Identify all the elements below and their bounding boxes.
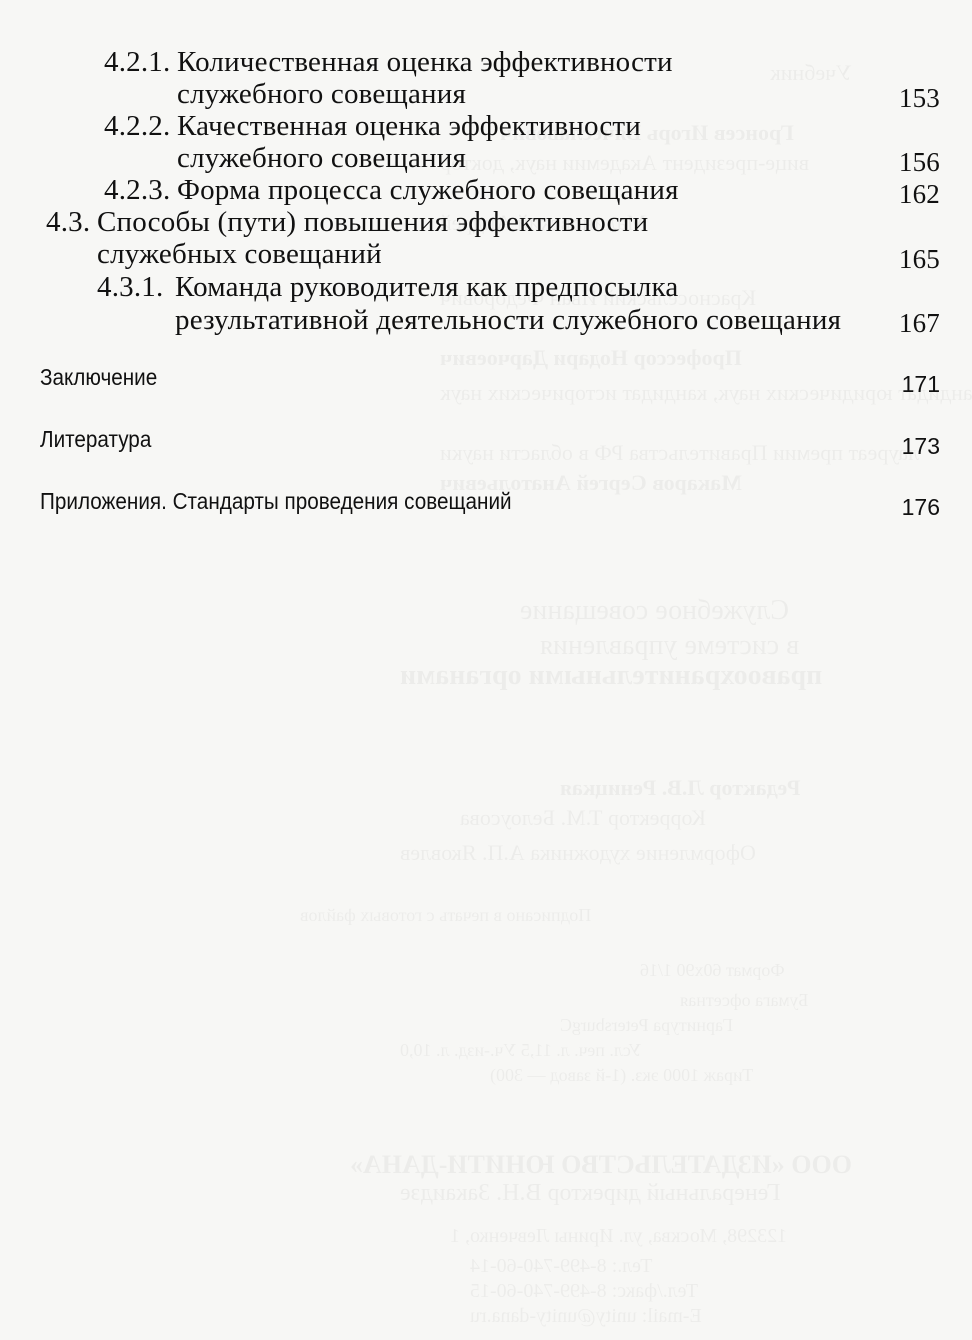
toc-entry-title-line: Способы (пути) повышения эффективности: [97, 206, 649, 238]
toc-entry-page: 167: [898, 308, 940, 338]
toc-entry-number: 4.2.2.: [104, 110, 171, 142]
toc-entry-page: 173: [901, 433, 940, 459]
toc-entry-title-line: Заключение: [40, 364, 158, 390]
toc-entry-title-line: Форма процесса служебного совещания: [177, 174, 679, 206]
toc-entry-page: 176: [901, 494, 940, 520]
toc-entry-page: 162: [898, 179, 940, 209]
toc-entry-title-line: результативной деятельности служебного совещания: [175, 304, 842, 336]
toc-entry-title-line: Количественная оценка эффективности: [177, 46, 673, 78]
toc-entry-title-line: служебных совещаний: [97, 238, 382, 270]
toc-entry-number: 4.3.: [46, 206, 91, 238]
toc-entry-page: 156: [898, 147, 940, 177]
toc-entry-number: 4.3.1.: [97, 271, 164, 303]
toc-entry-number: 4.2.1.: [104, 46, 171, 78]
toc-entry-title-line: Команда руководителя как предпосылка: [175, 271, 679, 303]
toc-entry-page: 153: [898, 83, 940, 113]
toc-entry-title-line: Литература: [40, 426, 152, 452]
toc-entry-page: 171: [901, 371, 940, 397]
toc-entry-number: 4.2.3.: [104, 174, 171, 206]
toc-entry-title-line: служебного совещания: [177, 142, 467, 174]
toc-entry-title-line: Качественная оценка эффективности: [177, 110, 642, 142]
toc-entry-title-line: служебного совещания: [177, 78, 467, 110]
toc-entry-title-line: Приложения. Стандарты проведения совещаний: [40, 488, 512, 514]
toc-entry-page: 165: [898, 244, 940, 274]
